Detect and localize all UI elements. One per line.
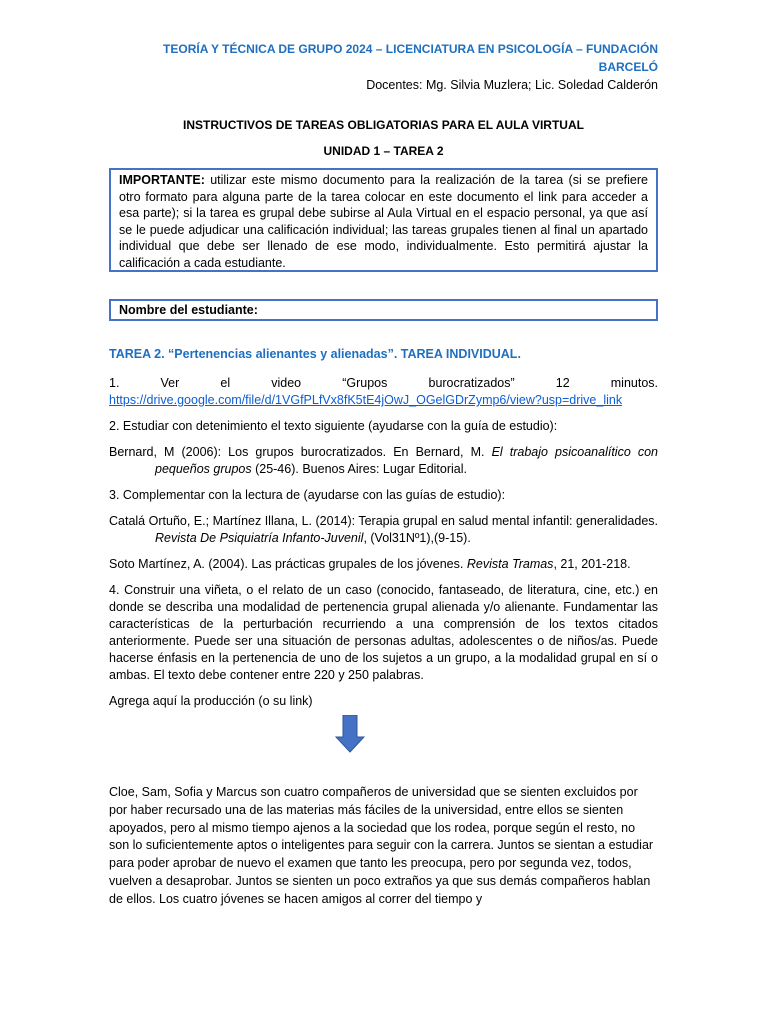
header-teachers: Docentes: Mg. Silvia Muzlera; Lic. Soledad Calderón bbox=[366, 78, 658, 92]
doc-title: INSTRUCTIVOS DE TAREAS OBLIGATORIAS PARA EL AULA VIRTUAL bbox=[183, 118, 584, 132]
reference-soto: Soto Martínez, A. (2004). Las prácticas grupales de los jóvenes. Revista Tramas, 21, 201-218. bbox=[109, 557, 631, 571]
step-1: 1. Ver el video “Grupos burocratizados” 12 minutos. bbox=[109, 376, 658, 390]
important-label: IMPORTANTE: bbox=[119, 173, 205, 187]
step-3: 3. Complementar con la lectura de (ayudarse con las guías de estudio): bbox=[109, 488, 506, 502]
student-name-label: Nombre del estudiante: bbox=[119, 303, 258, 317]
reference-catala: Catalá Ortuño, E.; Martínez Illana, L. (2014): Terapia grupal en salud mental infantil: generalidades. Revista De Psiquiatría Infanto-Juvenil, (Vol31Nº1),(9-15). bbox=[109, 514, 658, 545]
add-production-label: Agrega aquí la producción (o su link) bbox=[109, 694, 313, 708]
important-text: utilizar este mismo documento para la realización de la tarea (si se prefiere otro formato para alguna parte de la tarea colocar en este documento el link para acceder a esa parte); si la tarea es grupal debe subirse al Aula Virtual en el espacio personal, ya que así se le puede adjudicar una calificación individual; las tareas grupales tienen al final un apartado individual que debe ser llenado de ese modo, individualmente. Esto permitirá ajustar la calificación a cada estudiante. bbox=[119, 173, 648, 270]
important-box bbox=[109, 168, 658, 272]
document-page bbox=[109, 40, 658, 710]
step-2: 2. Estudiar con detenimiento el texto siguiente (ayudarse con la guía de estudio): bbox=[109, 419, 558, 433]
header-title: TEORÍA Y TÉCNICA DE GRUPO 2024 – LICENCIATURA EN PSICOLOGÍA – FUNDACIÓN BARCELÓ bbox=[163, 42, 658, 74]
doc-unit: UNIDAD 1 – TAREA 2 bbox=[323, 144, 444, 158]
task-heading: TAREA 2. “Pertenencias alienantes y alienadas”. TAREA INDIVIDUAL. bbox=[109, 347, 521, 361]
video-link[interactable]: https://drive.google.com/file/d/1VGfPLfVx8fK5tE4jOwJ_OGelGDrZymp6/view?usp=drive_link bbox=[109, 393, 623, 407]
story-text-container bbox=[109, 784, 658, 909]
down-arrow-icon bbox=[335, 715, 365, 753]
story-text: Cloe, Sam, Sofia y Marcus son cuatro compañeros de universidad que se sienten excluidos por por haber recursado una de las materias más fáciles de la universidad, entre ellos se sienten apoyados, pero al mismo tiempo ajenos a la sociedad que los rodea, porque según el resto, no son lo suficientemente aptos o inteligentes para seguir con la carrera. Juntos se sientan a estudiar para poder aprobar de nuevo el examen que tanto les preocupa, pero por segunda vez, todos, vuelven a desaprobar. Juntos se sienten un poco extraños ya que sus demás compañeros hablan de ellos. Los cuatro jóvenes se hacen amigos al correr del tiempo y bbox=[109, 785, 654, 906]
step-4: 4. Construir una viñeta, o el relato de un caso (conocido, fantaseado, de literatura, cine, etc.) en donde se describa una modalidad de pertenencia grupal alienada y/o alienante. Fundamentar las características de la perturbación recurriendo a una comprensión de los textos citados anteriormente. Puede ser una situación de personas adultas, adolescentes o de niños/as. Puede hacerse énfasis en la pertenencia de uno de los sujetos a un grupo, a la modalidad grupal en sí o ambas. El texto debe contener entre 220 y 250 palabras. bbox=[109, 583, 658, 682]
reference-bernard: Bernard, M (2006): Los grupos burocratizados. En Bernard, M. El trabajo psicoanalítico con pequeños grupos (25-46). Buenos Aires: Lugar Editorial. bbox=[109, 445, 659, 476]
student-name-box[interactable] bbox=[109, 299, 658, 321]
